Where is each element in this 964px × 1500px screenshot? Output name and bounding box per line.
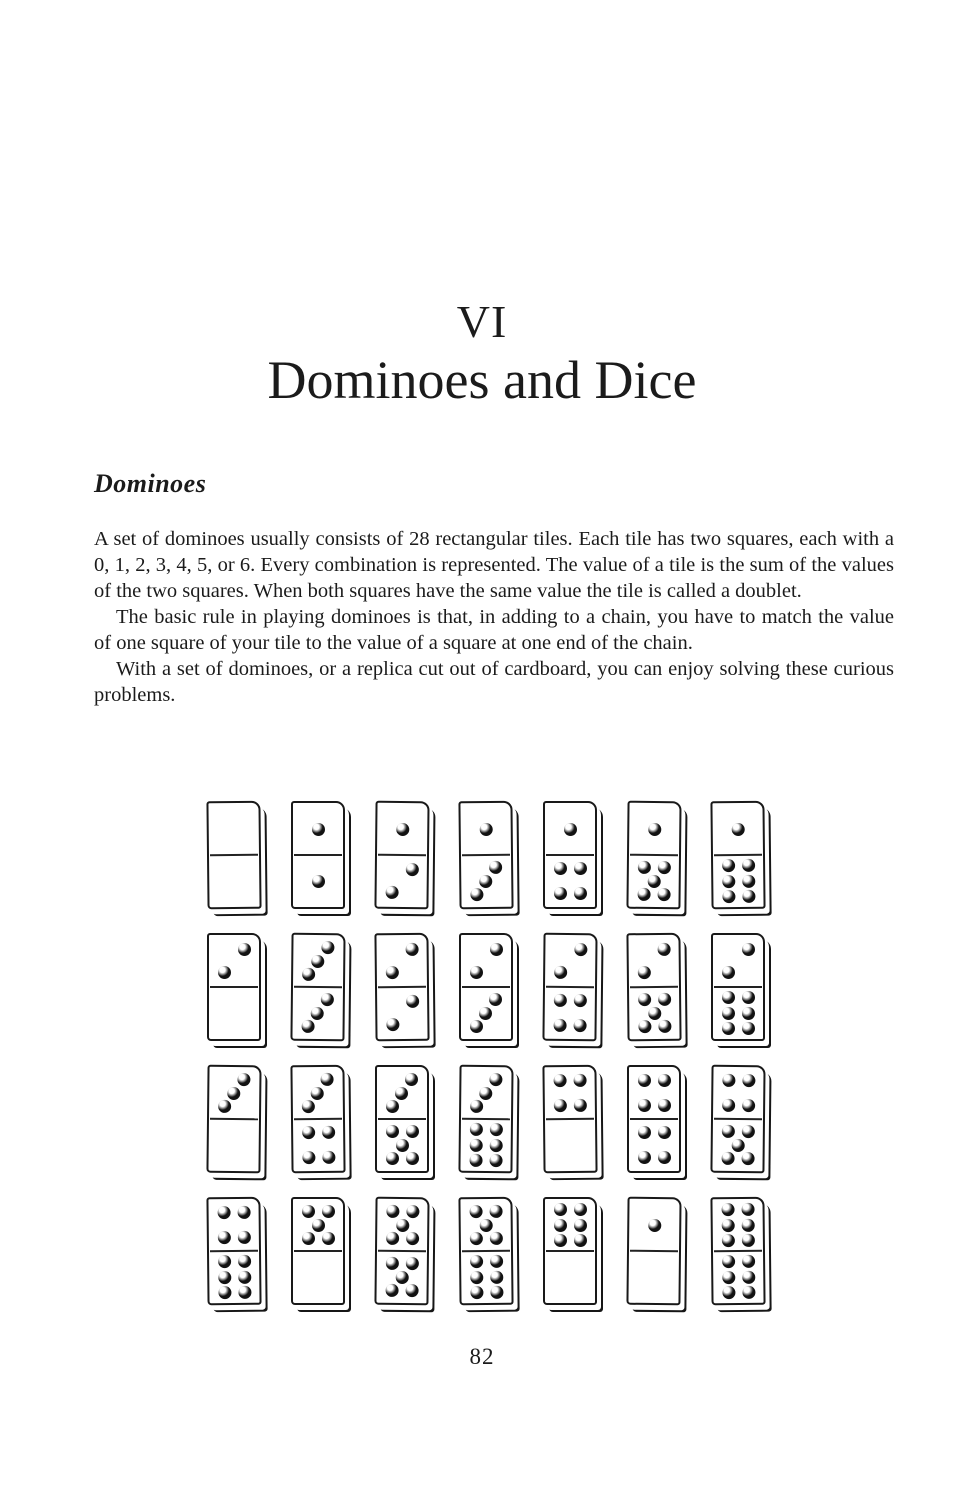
- domino-half-top: [293, 1199, 343, 1251]
- domino-pip: [238, 1255, 251, 1268]
- domino-pip: [469, 1123, 482, 1136]
- domino-pip: [406, 1205, 419, 1218]
- domino-half-bottom: [544, 987, 595, 1040]
- domino-pip: [218, 1255, 231, 1268]
- domino-divider: [294, 854, 342, 856]
- domino-pip: [218, 1271, 231, 1284]
- domino-tile: [458, 1065, 513, 1174]
- domino-tile: [290, 1065, 345, 1174]
- domino-pip: [722, 1286, 735, 1299]
- domino-pip: [554, 887, 567, 900]
- domino-pip: [638, 993, 651, 1006]
- domino-half-bottom: [293, 855, 343, 907]
- domino-tile: [374, 1197, 429, 1306]
- domino-pip: [312, 875, 325, 888]
- domino-pip: [322, 1126, 335, 1139]
- page-number: 82: [469, 1344, 495, 1369]
- domino-tile: [290, 933, 345, 1042]
- domino-pip: [406, 994, 419, 1007]
- domino-half-bottom: [628, 1251, 679, 1304]
- domino-tile: [542, 933, 597, 1042]
- domino-pip: [385, 1284, 398, 1297]
- domino-pip: [489, 993, 502, 1006]
- domino-pip: [385, 966, 398, 979]
- domino-pip: [470, 888, 483, 901]
- domino-pip: [574, 862, 587, 875]
- domino-pip: [742, 889, 755, 902]
- domino-pip: [741, 1203, 754, 1216]
- domino-pip: [742, 1255, 755, 1268]
- domino-pip: [554, 1219, 567, 1232]
- domino-tile: [374, 801, 429, 910]
- domino-half-top: [545, 1199, 595, 1251]
- domino-tile: [458, 801, 513, 910]
- domino-tile: [291, 801, 345, 909]
- domino-pip: [721, 1219, 734, 1232]
- domino-pip: [470, 1255, 483, 1268]
- domino-tile: [543, 1197, 597, 1305]
- domino-half-bottom: [293, 1119, 344, 1172]
- domino-half-top: [545, 935, 596, 988]
- domino-pip: [722, 859, 735, 872]
- domino-pip: [406, 1232, 419, 1245]
- domino-pip: [722, 1255, 735, 1268]
- domino-pip: [742, 1007, 755, 1020]
- domino-tile: [626, 1197, 681, 1306]
- domino-pip: [321, 1073, 334, 1086]
- domino-pip: [217, 1206, 230, 1219]
- domino-pip: [573, 1099, 586, 1112]
- domino-pip: [741, 1233, 754, 1246]
- domino-half-top: [629, 803, 680, 856]
- domino-pip: [573, 1019, 586, 1032]
- domino-pip: [574, 1219, 587, 1232]
- domino-pip: [489, 1232, 502, 1245]
- domino-half-bottom: [376, 1251, 427, 1304]
- domino-pip: [237, 1073, 250, 1086]
- domino-pip: [638, 1074, 651, 1087]
- section-heading: Dominoes: [94, 469, 207, 498]
- domino-pip: [405, 1284, 418, 1297]
- domino-pip: [648, 822, 661, 835]
- domino-pip: [648, 1218, 661, 1231]
- domino-tile: [206, 801, 261, 910]
- domino-pip: [405, 863, 418, 876]
- domino-tile: [206, 1065, 261, 1174]
- domino-pip: [574, 1234, 587, 1247]
- domino-tile: [207, 933, 261, 1041]
- domino-half-bottom: [460, 1119, 511, 1172]
- domino-half-top: [292, 1067, 343, 1120]
- domino-pip: [742, 859, 755, 872]
- domino-half-bottom: [461, 855, 512, 908]
- domino-pip: [657, 861, 670, 874]
- domino-half-top: [460, 1199, 511, 1252]
- domino-half-top: [545, 803, 595, 855]
- domino-divider: [210, 986, 258, 988]
- domino-pip: [742, 1099, 755, 1112]
- domino-tile: [627, 1065, 681, 1173]
- domino-half-top: [377, 1199, 428, 1252]
- domino-half-top: [377, 1067, 427, 1119]
- domino-pip: [722, 1271, 735, 1284]
- domino-tile: [375, 1065, 429, 1173]
- domino-pip: [637, 966, 650, 979]
- domino-set-illustration: [207, 801, 765, 1305]
- domino-pip: [322, 1205, 335, 1218]
- domino-pip: [638, 1099, 651, 1112]
- domino-pip: [238, 943, 251, 956]
- domino-half-bottom: [377, 987, 428, 1040]
- domino-pip: [742, 1285, 755, 1298]
- domino-divider: [714, 986, 762, 988]
- domino-half-bottom: [292, 987, 343, 1040]
- domino-half-top: [209, 1067, 260, 1120]
- domino-pip: [574, 887, 587, 900]
- domino-half-top: [208, 1199, 259, 1252]
- domino-pip: [479, 1086, 492, 1099]
- domino-pip: [302, 1232, 315, 1245]
- domino-half-top: [209, 935, 259, 987]
- domino-pip: [405, 942, 418, 955]
- domino-half-top: [293, 803, 343, 855]
- paragraph-3: With a set of dominoes, or a replica cut out of cardboard, you can enjoy solving these curious problems.: [94, 658, 894, 706]
- domino-pip: [386, 1125, 399, 1138]
- domino-pip: [658, 993, 671, 1006]
- domino-pip: [302, 968, 315, 981]
- domino-half-bottom: [208, 1119, 259, 1172]
- chapter-title: Dominoes and Dice: [267, 350, 697, 410]
- domino-pip: [742, 1270, 755, 1283]
- domino-pip: [490, 943, 503, 956]
- domino-divider: [294, 1250, 342, 1252]
- domino-pip: [553, 1099, 566, 1112]
- domino-pip: [722, 991, 735, 1004]
- domino-pip: [238, 1270, 251, 1283]
- domino-pip: [406, 1152, 419, 1165]
- domino-pip: [658, 1099, 671, 1112]
- domino-half-bottom: [209, 1251, 260, 1304]
- domino-pip: [386, 1205, 399, 1218]
- domino-pip: [722, 1074, 735, 1087]
- domino-half-bottom: [713, 1251, 764, 1304]
- domino-half-top: [293, 935, 344, 988]
- domino-pip: [395, 1270, 408, 1283]
- domino-pip: [217, 1231, 230, 1244]
- domino-pip: [310, 1086, 323, 1099]
- domino-half-top: [628, 935, 679, 988]
- domino-half-bottom: [545, 1251, 595, 1303]
- domino-pip: [564, 823, 577, 836]
- domino-pip: [490, 1255, 503, 1268]
- domino-half-top: [712, 803, 763, 856]
- domino-pip: [469, 1205, 482, 1218]
- domino-divider: [546, 854, 594, 856]
- domino-pip: [637, 888, 650, 901]
- domino-pip: [396, 822, 409, 835]
- domino-pip: [657, 942, 670, 955]
- domino-pip: [742, 1022, 755, 1035]
- domino-pip: [638, 1151, 651, 1164]
- domino-pip: [302, 1205, 315, 1218]
- domino-tile: [542, 1065, 597, 1174]
- domino-pip: [479, 1218, 492, 1231]
- domino-pip: [721, 1152, 734, 1165]
- domino-tile: [626, 801, 681, 910]
- domino-half-bottom: [376, 855, 427, 908]
- domino-half-top: [713, 1067, 764, 1120]
- domino-pip: [227, 1086, 240, 1099]
- domino-pip: [722, 1099, 735, 1112]
- domino-pip: [489, 1139, 502, 1152]
- domino-tile: [710, 1197, 765, 1306]
- domino-pip: [638, 1126, 651, 1139]
- domino-half-bottom: [629, 1119, 679, 1171]
- domino-pip: [742, 991, 755, 1004]
- domino-pip: [218, 1286, 231, 1299]
- domino-pip: [237, 1231, 250, 1244]
- domino-divider: [378, 1118, 426, 1120]
- domino-pip: [386, 1018, 399, 1031]
- domino-pip: [479, 1007, 492, 1020]
- domino-pip: [312, 1219, 325, 1232]
- domino-pip: [554, 966, 567, 979]
- domino-pip: [386, 1232, 399, 1245]
- domino-pip: [396, 1218, 409, 1231]
- domino-pip: [470, 1100, 483, 1113]
- domino-half-bottom: [293, 1251, 343, 1303]
- domino-pip: [386, 1100, 399, 1113]
- domino-pip: [405, 1257, 418, 1270]
- domino-pip: [470, 1286, 483, 1299]
- domino-half-bottom: [461, 1251, 512, 1304]
- domino-tile: [291, 1197, 345, 1305]
- domino-pip: [218, 966, 231, 979]
- domino-half-top: [712, 1199, 763, 1252]
- domino-pip: [741, 1218, 754, 1231]
- domino-pip: [489, 1123, 502, 1136]
- domino-pip: [658, 1020, 671, 1033]
- domino-half-bottom: [209, 987, 259, 1039]
- domino-pip: [554, 1203, 567, 1216]
- domino-divider: [630, 1118, 678, 1120]
- domino-half-top: [460, 803, 511, 856]
- domino-pip: [489, 1205, 502, 1218]
- domino-pip: [489, 861, 502, 874]
- paragraph-1: A set of dominoes usually consists of 28 rectangular tiles. Each tile has two squares, each with a 0, 1, 2, 3, 4, 5, or 6. Every combination is represented. The value of a tile is the sum of the values of the two squares. When both squares have the same value the tile is called a doublet.: [94, 528, 894, 602]
- domino-pip: [721, 1125, 734, 1138]
- domino-pip: [554, 1234, 567, 1247]
- domino-pip: [638, 1020, 651, 1033]
- domino-half-top: [544, 1067, 595, 1120]
- domino-pip: [722, 1007, 735, 1020]
- domino-pip: [386, 1152, 399, 1165]
- domino-pip: [722, 966, 735, 979]
- domino-half-top: [629, 1067, 679, 1119]
- domino-pip: [322, 1232, 335, 1245]
- domino-pip: [648, 1006, 661, 1019]
- domino-pip: [553, 1019, 566, 1032]
- domino-divider: [462, 986, 510, 988]
- domino-pip: [741, 1152, 754, 1165]
- domino-pip: [470, 1020, 483, 1033]
- domino-half-bottom: [545, 1119, 596, 1172]
- domino-pip: [742, 874, 755, 887]
- domino-pip: [479, 822, 492, 835]
- domino-pip: [721, 1203, 734, 1216]
- domino-pip: [321, 941, 334, 954]
- domino-divider: [546, 1250, 594, 1252]
- domino-pip: [302, 1126, 315, 1139]
- domino-pip: [658, 1126, 671, 1139]
- domino-half-bottom: [713, 855, 764, 908]
- domino-pip: [310, 1006, 323, 1019]
- domino-half-top: [377, 803, 428, 856]
- domino-pip: [722, 875, 735, 888]
- domino-half-bottom: [628, 855, 679, 908]
- domino-half-top: [208, 803, 259, 856]
- domino-pip: [218, 1100, 231, 1113]
- domino-pip: [657, 888, 670, 901]
- domino-tile: [710, 1065, 765, 1174]
- domino-pip: [312, 823, 325, 836]
- domino-pip: [385, 1257, 398, 1270]
- domino-pip: [722, 890, 735, 903]
- domino-pip: [406, 1125, 419, 1138]
- domino-pip: [469, 1232, 482, 1245]
- domino-pip: [322, 1151, 335, 1164]
- domino-tile: [711, 933, 765, 1041]
- domino-pip: [301, 1100, 314, 1113]
- domino-pip: [238, 1285, 251, 1298]
- domino-half-bottom: [461, 987, 511, 1039]
- domino-pip: [489, 1154, 502, 1167]
- domino-pip: [405, 1073, 418, 1086]
- domino-pip: [742, 943, 755, 956]
- chapter-number: VI: [456, 296, 508, 347]
- paragraph-2: The basic rule in playing dominoes is that, in adding to a chain, you have to match the value of one square of your tile to the value of a square at one end of the chain.: [94, 606, 894, 654]
- domino-pip: [237, 1206, 250, 1219]
- domino-half-bottom: [712, 1119, 763, 1172]
- body-text: [94, 526, 894, 708]
- domino-tile: [374, 933, 429, 1042]
- domino-half-top: [461, 1067, 512, 1120]
- domino-tile: [710, 801, 765, 910]
- domino-pip: [658, 1074, 671, 1087]
- domino-pip: [470, 966, 483, 979]
- domino-pip: [396, 1139, 409, 1152]
- domino-tile: [206, 1197, 261, 1306]
- domino-half-bottom: [713, 987, 763, 1039]
- domino-pip: [731, 1138, 744, 1151]
- domino-half-bottom: [545, 855, 595, 907]
- domino-pip: [553, 994, 566, 1007]
- domino-half-top: [629, 1199, 680, 1252]
- domino-pip: [302, 1151, 315, 1164]
- domino-pip: [658, 1151, 671, 1164]
- domino-pip: [573, 1074, 586, 1087]
- domino-pip: [574, 1203, 587, 1216]
- domino-pip: [647, 874, 660, 887]
- domino-pip: [721, 1234, 734, 1247]
- domino-pip: [489, 1073, 502, 1086]
- domino-half-bottom: [209, 855, 260, 908]
- domino-pip: [469, 1153, 482, 1166]
- domino-pip: [742, 1074, 755, 1087]
- domino-pip: [470, 1271, 483, 1284]
- domino-tile: [626, 933, 681, 1042]
- domino-pip: [321, 993, 334, 1006]
- domino-pip: [301, 1020, 314, 1033]
- domino-pip: [574, 943, 587, 956]
- domino-pip: [741, 1125, 754, 1138]
- domino-pip: [573, 994, 586, 1007]
- domino-pip: [395, 1087, 408, 1100]
- domino-pip: [637, 861, 650, 874]
- domino-pip: [490, 1270, 503, 1283]
- domino-half-top: [461, 935, 511, 987]
- domino-pip: [479, 874, 492, 887]
- domino-pip: [553, 1074, 566, 1087]
- domino-pip: [731, 822, 744, 835]
- domino-half-bottom: [629, 987, 680, 1040]
- domino-half-top: [713, 935, 763, 987]
- domino-pip: [722, 1022, 735, 1035]
- domino-half-top: [376, 935, 427, 988]
- domino-pip: [554, 862, 567, 875]
- domino-tile: [458, 1197, 513, 1306]
- domino-tile: [459, 933, 513, 1041]
- domino-pip: [311, 954, 324, 967]
- domino-half-bottom: [377, 1119, 427, 1171]
- domino-pip: [490, 1285, 503, 1298]
- domino-tile: [543, 801, 597, 909]
- domino-pip: [469, 1138, 482, 1151]
- domino-pip: [385, 886, 398, 899]
